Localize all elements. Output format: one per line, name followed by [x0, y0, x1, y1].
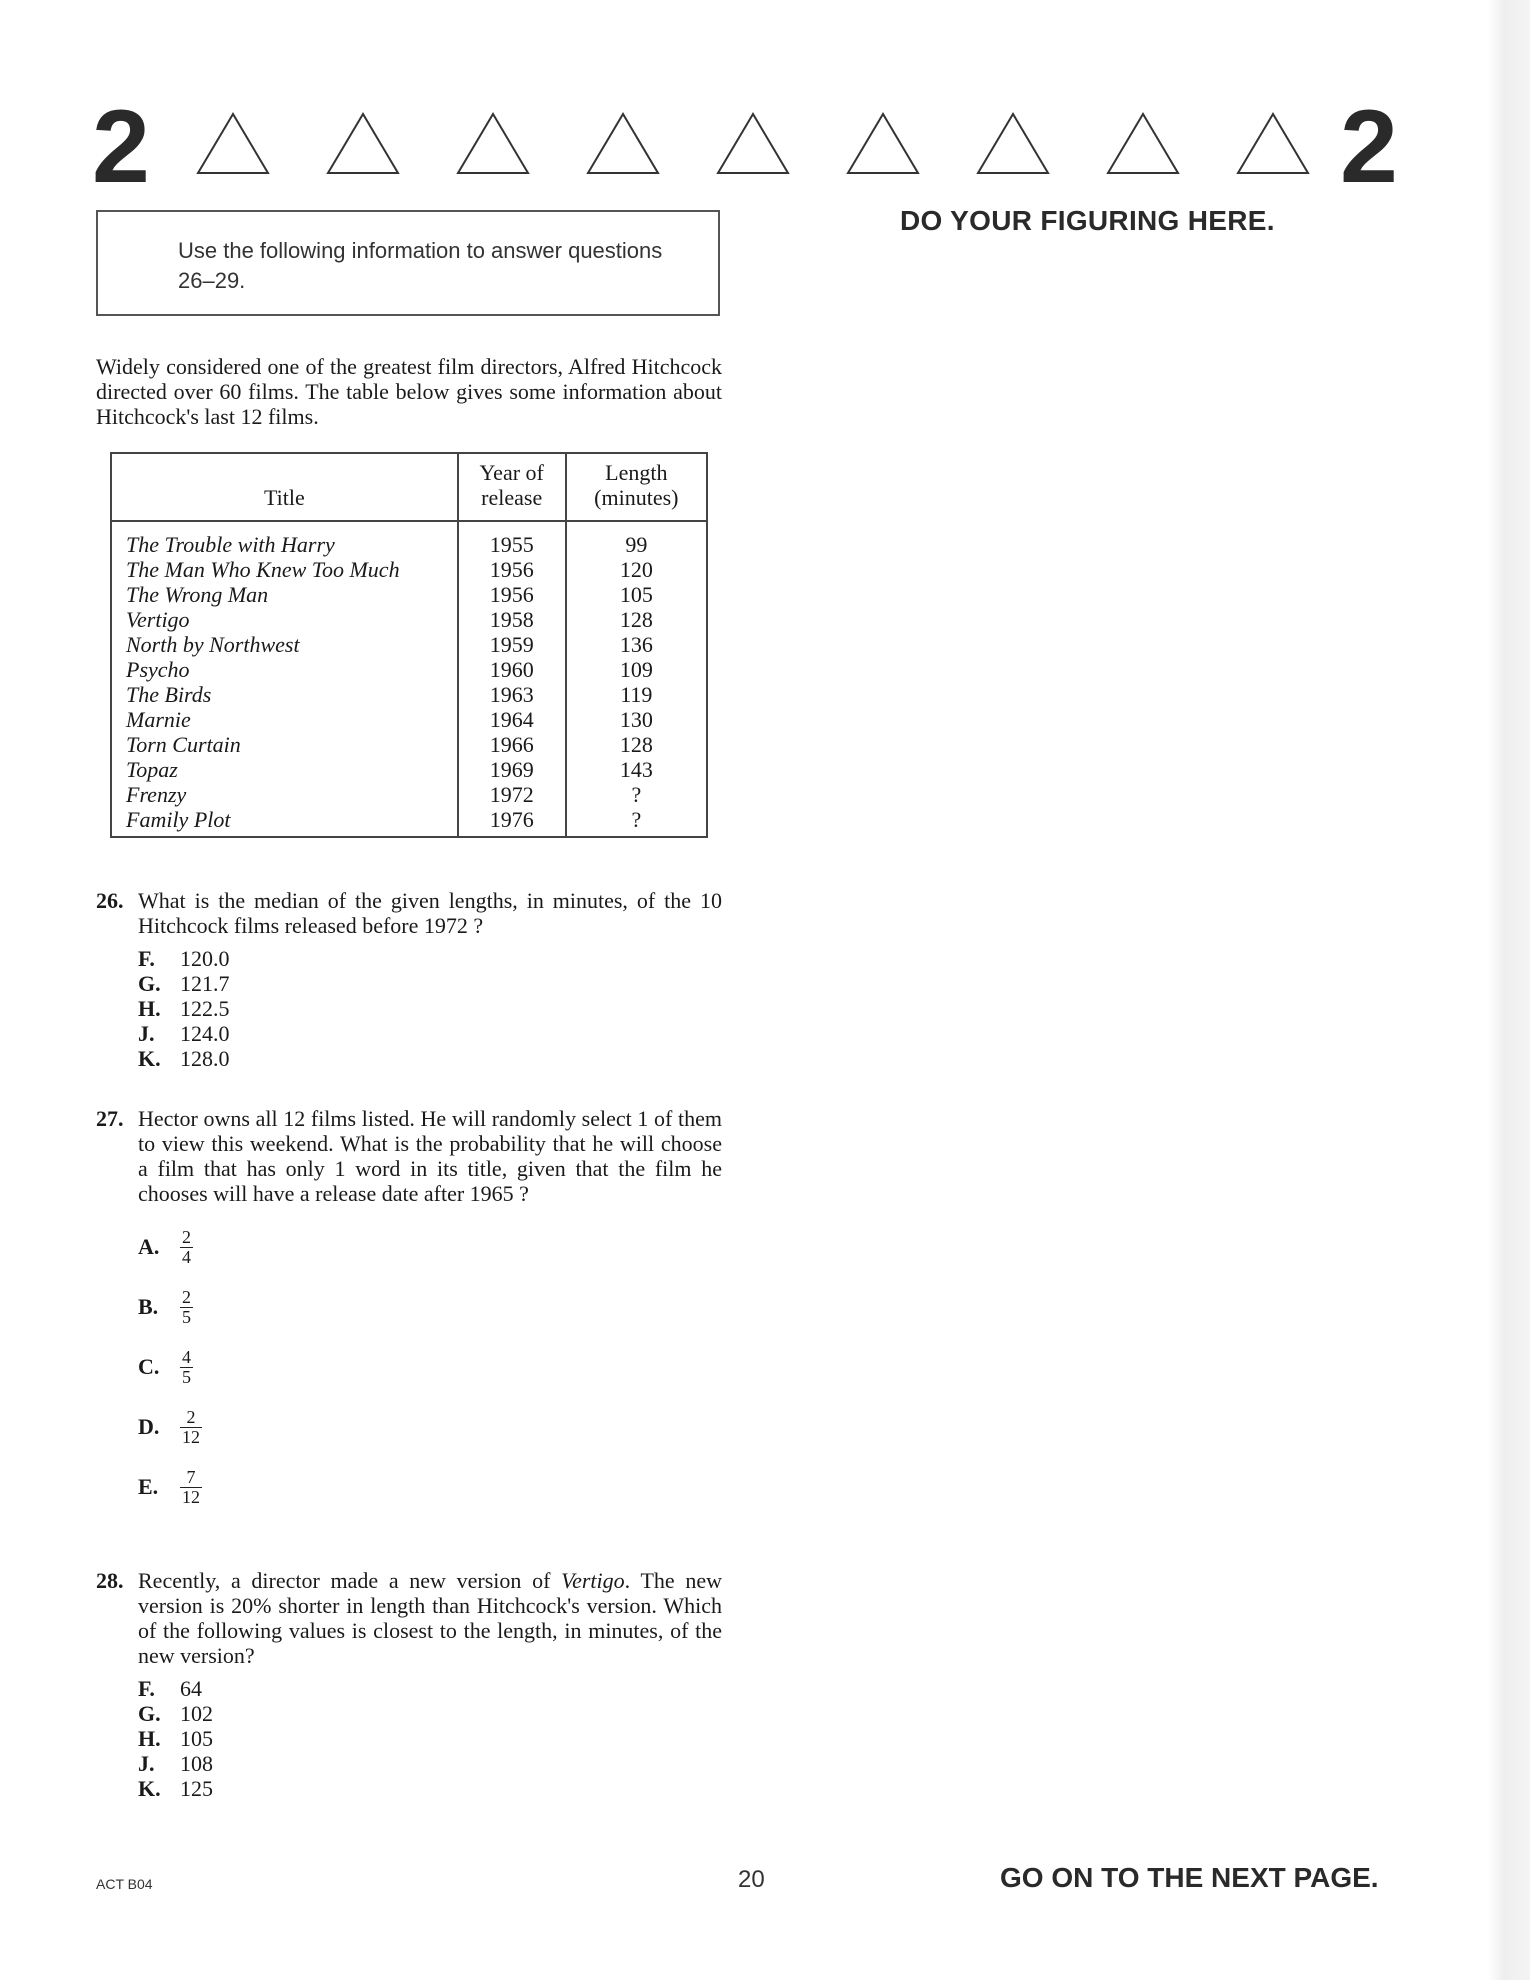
option-letter: K.: [138, 1046, 161, 1071]
film-length: 136: [566, 632, 707, 657]
answer-option[interactable]: [138, 946, 722, 971]
section-number-left: 2: [92, 89, 150, 205]
answer-option[interactable]: [138, 996, 722, 1021]
question-text: Hector owns all 12 films listed. He will randomly select 1 of them to view this weekend. What is the probability that he will choose a film that has only 1 word in its title, given that the film he chooses will have a release date after 1965 ?: [138, 1106, 722, 1206]
option-letter: H.: [138, 996, 161, 1021]
option-value: 108: [180, 1751, 213, 1776]
answer-option[interactable]: [138, 1021, 722, 1046]
question-number: 28.: [96, 1568, 124, 1593]
option-letter: B.: [138, 1293, 159, 1319]
option-letter: F.: [138, 1676, 155, 1701]
release-year: 1956: [458, 582, 566, 607]
film-title: North by Northwest: [126, 632, 300, 657]
answer-options: [138, 1676, 722, 1801]
answer-option[interactable]: [138, 1676, 722, 1701]
release-year: 1969: [458, 757, 566, 782]
table-row: [111, 682, 707, 707]
question-text: [138, 1568, 722, 1668]
option-fraction: [180, 1348, 193, 1387]
question-number: 26.: [96, 888, 124, 913]
film-title: Marnie: [126, 707, 191, 732]
option-letter: G.: [138, 971, 161, 996]
fraction-denominator: 12: [182, 1486, 200, 1507]
release-year: 1958: [458, 607, 566, 632]
table-row: [111, 632, 707, 657]
triangle-icon: [716, 112, 790, 176]
option-letter: A.: [138, 1233, 160, 1259]
question-27: [96, 1106, 722, 1516]
option-letter: E.: [138, 1473, 159, 1499]
test-code: ACT B04: [96, 1876, 153, 1892]
answer-option[interactable]: [138, 1456, 722, 1516]
release-year: 1964: [458, 707, 566, 732]
triangle-icon: [1106, 112, 1180, 176]
table-row: [111, 582, 707, 607]
film-length: ?: [566, 807, 707, 837]
film-title: The Man Who Knew Too Much: [126, 557, 400, 582]
option-value: 122.5: [180, 996, 230, 1021]
film-length: 130: [566, 707, 707, 732]
next-page-notice: GO ON TO THE NEXT PAGE.: [1000, 1862, 1379, 1893]
triangle-icon: [586, 112, 660, 176]
header-year: Year of release: [458, 453, 566, 521]
page-number: 20: [738, 1866, 765, 1893]
header-length: Length (minutes): [566, 453, 707, 521]
option-value: 102: [180, 1701, 213, 1726]
release-year: 1966: [458, 732, 566, 757]
table-row: [111, 732, 707, 757]
option-fraction: [180, 1408, 202, 1447]
option-letter: F.: [138, 946, 155, 971]
question-text-start: Recently, a director made a new version of: [138, 1568, 562, 1593]
option-letter: H.: [138, 1726, 161, 1751]
release-year: 1960: [458, 657, 566, 682]
fraction-numerator: 2: [186, 1406, 196, 1427]
fraction-denominator: 12: [182, 1426, 200, 1447]
question-26: [96, 888, 722, 1071]
answer-option[interactable]: [138, 1776, 722, 1801]
answer-option[interactable]: [138, 971, 722, 996]
option-value: 105: [180, 1726, 213, 1751]
option-letter: C.: [138, 1353, 160, 1379]
film-length: 120: [566, 557, 707, 582]
intro-paragraph: Widely considered one of the greatest film directors, Alfred Hitchcock directed over 60 films. The table below gives some information about Hitchcock's last 12 films.: [96, 354, 722, 429]
release-year: 1956: [458, 557, 566, 582]
option-fraction: [180, 1468, 202, 1507]
release-year: 1972: [458, 782, 566, 807]
films-table: [110, 452, 708, 838]
table-row: [111, 757, 707, 782]
option-letter: J.: [138, 1021, 155, 1046]
option-value: 124.0: [180, 1021, 230, 1046]
option-value: 121.7: [180, 971, 230, 996]
fraction-denominator: 5: [182, 1366, 191, 1387]
film-title: The Birds: [126, 682, 212, 707]
section-number-right: 2: [1340, 89, 1398, 205]
question-text-end: . The new version is 20% shorter in length than Hitchcock's version. Which of the following values is closest to the length, in minutes, of the new version?: [138, 1568, 722, 1668]
option-value: 128.0: [180, 1046, 230, 1071]
info-box: [96, 210, 720, 316]
option-letter: J.: [138, 1751, 155, 1776]
table-row: [111, 707, 707, 732]
option-letter: K.: [138, 1776, 161, 1801]
film-title-vertigo: Vertigo: [561, 1568, 625, 1593]
option-value: 64: [180, 1676, 202, 1701]
option-fraction: [180, 1288, 193, 1327]
option-letter: D.: [138, 1413, 160, 1439]
option-letter: G.: [138, 1701, 161, 1726]
figuring-label: DO YOUR FIGURING HERE.: [900, 205, 1275, 236]
film-length: 143: [566, 757, 707, 782]
info-box-text: Use the following information to answer questions 26–29.: [178, 238, 663, 293]
answer-options: [138, 1216, 722, 1516]
film-length: 99: [566, 521, 707, 557]
release-year: 1976: [458, 807, 566, 837]
film-title: Torn Curtain: [126, 732, 241, 757]
answer-option[interactable]: [138, 1336, 722, 1396]
triangle-icon: [1236, 112, 1310, 176]
answer-options: [138, 946, 722, 1071]
triangle-icon: [456, 112, 530, 176]
film-length: 109: [566, 657, 707, 682]
triangle-icon: [846, 112, 920, 176]
answer-option[interactable]: [138, 1216, 722, 1276]
fraction-numerator: 7: [186, 1466, 196, 1487]
answer-option[interactable]: [138, 1396, 722, 1456]
section-triangle-row: [196, 112, 1316, 176]
question-number: 27.: [96, 1106, 124, 1131]
fraction-denominator: 4: [182, 1246, 191, 1267]
triangle-icon: [196, 112, 270, 176]
page-edge-shadow: [1488, 0, 1530, 1980]
film-title: The Wrong Man: [126, 582, 269, 607]
header-title: Title: [111, 453, 458, 521]
fraction-denominator: 5: [182, 1306, 191, 1327]
film-length: 119: [566, 682, 707, 707]
film-title: Frenzy: [126, 782, 187, 807]
option-fraction: [180, 1228, 193, 1267]
table-header-row: [111, 453, 707, 521]
fraction-numerator: 2: [182, 1226, 191, 1247]
table-row: [111, 607, 707, 632]
film-title: Family Plot: [126, 807, 231, 832]
answer-option[interactable]: [138, 1046, 722, 1071]
answer-option[interactable]: [138, 1751, 722, 1776]
film-title: Vertigo: [126, 607, 190, 632]
triangle-icon: [326, 112, 400, 176]
film-title: Topaz: [126, 757, 178, 782]
release-year: 1963: [458, 682, 566, 707]
question-text: What is the median of the given lengths, in minutes, of the 10 Hitchcock films released before 1972 ?: [138, 888, 722, 938]
question-28: [96, 1568, 722, 1801]
answer-option[interactable]: [138, 1276, 722, 1336]
film-title: Psycho: [126, 657, 190, 682]
option-value: 120.0: [180, 946, 230, 971]
fraction-numerator: 4: [182, 1346, 191, 1367]
answer-option[interactable]: [138, 1701, 722, 1726]
table-row: [111, 782, 707, 807]
table-row: [111, 807, 707, 837]
option-value: 125: [180, 1776, 213, 1801]
release-year: 1959: [458, 632, 566, 657]
film-length: 128: [566, 607, 707, 632]
answer-option[interactable]: [138, 1726, 722, 1751]
film-length: ?: [566, 782, 707, 807]
table-row: [111, 657, 707, 682]
fraction-numerator: 2: [182, 1286, 191, 1307]
film-length: 128: [566, 732, 707, 757]
triangle-icon: [976, 112, 1050, 176]
table-row: [111, 521, 707, 557]
film-title: The Trouble with Harry: [126, 532, 335, 557]
release-year: 1955: [458, 521, 566, 557]
table-row: [111, 557, 707, 582]
film-length: 105: [566, 582, 707, 607]
